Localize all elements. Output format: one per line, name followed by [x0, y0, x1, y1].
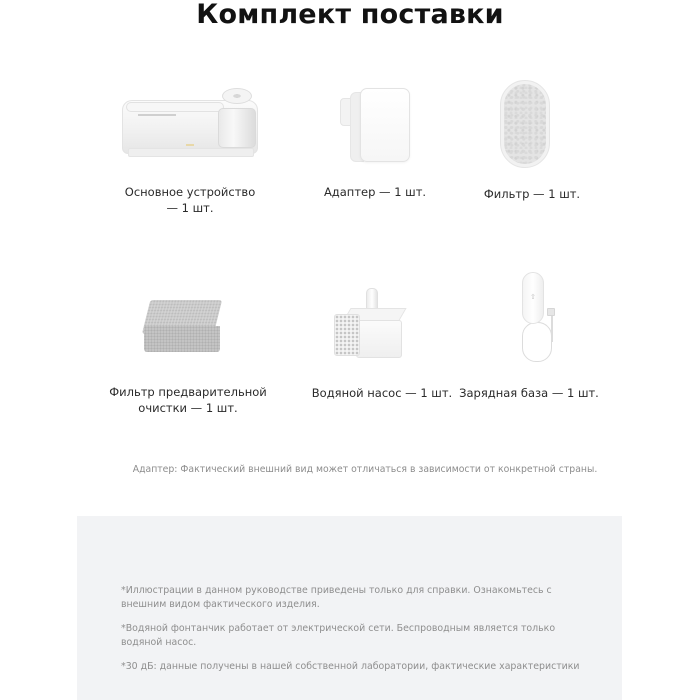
footnotes-panel: [77, 516, 622, 700]
sponge-prefilter-icon: [144, 300, 220, 356]
water-pump-icon: [334, 288, 404, 360]
item-caption-qty: — 1 шт.: [166, 201, 214, 215]
filter-icon: [500, 80, 550, 168]
item-caption: Фильтр — 1 шт.: [483, 187, 581, 201]
item-caption: Зарядная база — 1 шт.: [459, 386, 599, 400]
arrow-up-icon: ⇧: [530, 293, 536, 301]
item-caption: Фильтр предварительной: [109, 385, 267, 399]
page-title: Комплект поставки: [196, 0, 504, 30]
footnote-illustrations: *Иллюстрации в данном руководстве приведены только для справки. Ознакомьтесь с внешним видом фактического изделия.: [121, 585, 552, 610]
charging-base-icon: [514, 272, 574, 366]
item-caption: Водяной насос — 1 шт.: [311, 386, 453, 400]
item-caption: Основное устройство: [124, 185, 256, 199]
power-adapter-icon: [340, 88, 412, 164]
item-caption-qty: очистки — 1 шт.: [138, 401, 238, 415]
footnote-noise: *30 дБ: данные получены в нашей собственной лаборатории, фактические характеристики: [121, 661, 580, 672]
adapter-note: Адаптер: Фактический внешний вид может отличаться в зависимости от конкретной страны.: [132, 464, 598, 475]
fountain-device-icon: [122, 88, 258, 160]
footnote-power: *Водяной фонтанчик работает от электрической сети. Беспроводным является только водяной насос.: [121, 623, 556, 648]
item-caption: Адаптер — 1 шт.: [323, 185, 427, 199]
